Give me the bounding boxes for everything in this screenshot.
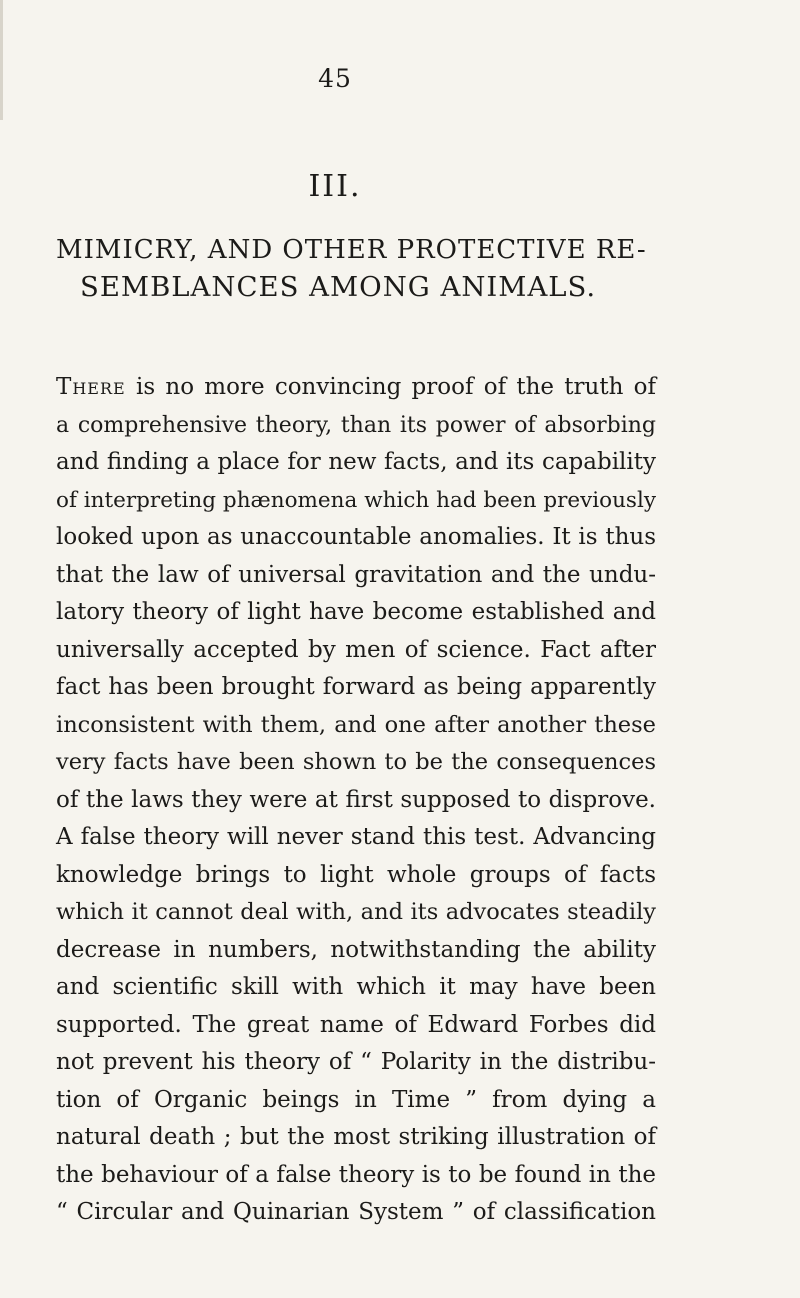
paragraph-line: “ Circular and Quinarian System ” of classification — [56, 1199, 656, 1225]
paragraph-line: of interpreting phænomena which had been previously — [56, 487, 656, 513]
paragraph-line: the behaviour of a false theory is to be found in the — [56, 1161, 656, 1188]
paragraph-line: inconsistent with them, and one after another these — [56, 711, 656, 738]
body-paragraph — [56, 369, 656, 1232]
paragraph-line: which it cannot deal with, and its advocates steadily — [56, 899, 656, 925]
chapter-title — [56, 232, 656, 306]
paragraph-line: decrease in numbers, notwithstanding the ability — [56, 936, 656, 963]
chapter-title-line: MIMICRY, AND OTHER PROTECTIVE RE- — [56, 235, 647, 265]
paragraph-line: not prevent his theory of “ Polarity in the distribu- — [56, 1049, 656, 1075]
first-line-text: is no more convincing proof of the truth of — [125, 374, 656, 400]
page-edge-shadow — [0, 0, 3, 120]
lead-word: There — [56, 374, 126, 400]
page-number: 45 — [318, 64, 352, 93]
paragraph-line: knowledge brings to light whole groups of facts — [56, 861, 656, 888]
paragraph-line: and finding a place for new facts, and its capability — [56, 449, 656, 475]
paragraph-line: a comprehensive theory, than its power of absorbing — [56, 412, 656, 438]
paragraph-line: of the laws they were at first supposed to disprove. — [56, 786, 656, 813]
chapter-number: III. — [308, 169, 362, 204]
chapter-title-line: SEMBLANCES AMONG ANIMALS. — [80, 271, 597, 303]
paragraph-line: supported. The great name of Edward Forbes did — [56, 1011, 656, 1038]
paragraph-first-line — [56, 369, 656, 407]
paragraph-line: natural death ; but the most striking illustration of — [56, 1124, 656, 1150]
paragraph-line: latory theory of light have become established and — [56, 599, 656, 625]
paragraph-line: very facts have been shown to be the consequences — [56, 749, 656, 775]
paragraph-line: tion of Organic beings in Time ” from dying a — [56, 1086, 656, 1113]
paragraph-line: that the law of universal gravitation and the undu- — [56, 561, 656, 588]
paragraph-line: universally accepted by men of science. Fact after — [56, 636, 656, 663]
paragraph-line: A false theory will never stand this test. Advancing — [56, 824, 656, 850]
paragraph-line: looked upon as unaccountable anomalies. It is thus — [56, 524, 656, 550]
paragraph-line: and scientific skill with which it may have been — [56, 974, 656, 1000]
paragraph-line: fact has been brought forward as being apparently — [56, 674, 656, 700]
